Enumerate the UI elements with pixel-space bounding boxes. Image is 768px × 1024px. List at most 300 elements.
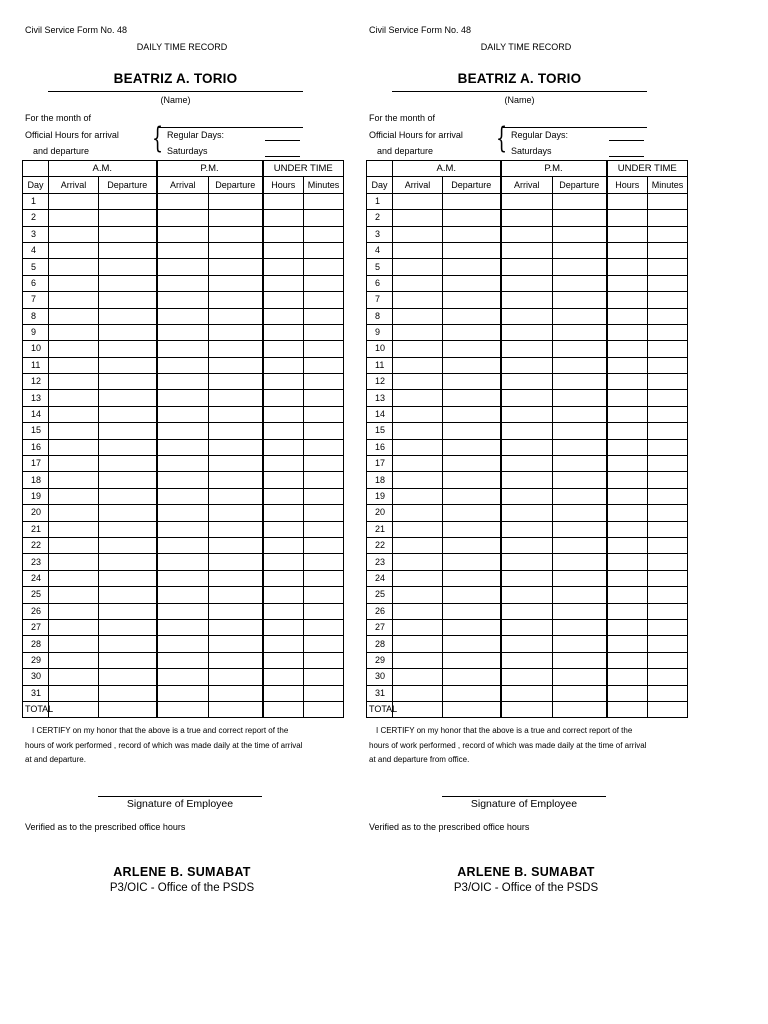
pm-arrival-cell (157, 374, 209, 390)
under-time-hours-cell (263, 554, 304, 570)
pm-departure-cell (209, 423, 263, 439)
pm-departure-cell (553, 587, 607, 603)
table-row (367, 242, 688, 258)
table-row (23, 456, 344, 472)
under-time-minutes-cell (304, 226, 344, 242)
day-number: 13 (367, 390, 393, 406)
am-arrival-cell (49, 619, 99, 635)
table-row (367, 570, 688, 586)
signature-label: Signature of Employee (470, 798, 578, 810)
official-hours-label: Official Hours for arrival (25, 130, 119, 140)
pm-arrival-cell (157, 390, 209, 406)
am-departure-cell (99, 324, 157, 340)
pm-departure-cell (553, 374, 607, 390)
pm-departure-cell (553, 521, 607, 537)
total-cell (393, 701, 443, 717)
am-arrival-cell (393, 521, 443, 537)
day-number: 5 (367, 259, 393, 275)
under-time-minutes-cell (648, 423, 688, 439)
pm-arrival-cell (501, 242, 553, 258)
pm-arrival-cell (501, 685, 553, 701)
am-departure-cell (443, 341, 501, 357)
am-departure-cell (443, 259, 501, 275)
table-row (23, 390, 344, 406)
am-departure-cell (443, 570, 501, 586)
pm-arrival-cell (501, 603, 553, 619)
pm-departure-cell (209, 374, 263, 390)
pm-departure-cell (209, 210, 263, 226)
day-number: 3 (23, 226, 49, 242)
under-time-hours-cell (607, 603, 648, 619)
total-cell (607, 701, 648, 717)
am-arrival-cell (49, 537, 99, 553)
table-row (23, 406, 344, 422)
pm-departure-cell (209, 603, 263, 619)
am-arrival-cell (49, 193, 99, 209)
table-row (367, 603, 688, 619)
am-arrival-cell (393, 242, 443, 258)
am-departure-cell (99, 505, 157, 521)
day-number: 26 (367, 603, 393, 619)
under-time-hours-cell (263, 226, 304, 242)
under-time-hours-cell (607, 259, 648, 275)
am-departure-cell (443, 390, 501, 406)
table-row (367, 505, 688, 521)
pm-departure-cell (553, 341, 607, 357)
under-time-minutes-cell (304, 423, 344, 439)
under-time-minutes-cell (648, 292, 688, 308)
pm-arrival-cell (157, 554, 209, 570)
under-time-minutes-cell (304, 193, 344, 209)
minutes-header: Minutes (304, 177, 344, 193)
pm-arrival-cell (157, 242, 209, 258)
table-row (367, 292, 688, 308)
pm-arrival-cell (157, 587, 209, 603)
pm-arrival-cell (157, 619, 209, 635)
pm-departure-cell (553, 324, 607, 340)
day-number: 6 (367, 275, 393, 291)
under-time-hours-cell (263, 341, 304, 357)
under-time-hours-cell (263, 587, 304, 603)
am-departure-cell (443, 554, 501, 570)
under-time-minutes-cell (648, 341, 688, 357)
under-time-hours-cell (607, 439, 648, 455)
am-departure-cell (99, 357, 157, 373)
under-time-minutes-cell (304, 406, 344, 422)
pm-departure-cell (209, 341, 263, 357)
day-number: 20 (367, 505, 393, 521)
table-row (367, 521, 688, 537)
am-arrival-cell (393, 226, 443, 242)
pm-departure-cell (209, 619, 263, 635)
day-header: Day (367, 177, 393, 193)
under-time-minutes-cell (304, 505, 344, 521)
day-number: 24 (23, 570, 49, 586)
table-row (367, 406, 688, 422)
pm-arrival-cell (501, 259, 553, 275)
day-number: 19 (23, 488, 49, 504)
am-departure-cell (99, 193, 157, 209)
day-number: 19 (367, 488, 393, 504)
official-position: P3/OIC - Office of the PSDS (109, 882, 255, 894)
table-row (367, 423, 688, 439)
pm-departure-cell (209, 308, 263, 324)
under-time-hours-cell (263, 406, 304, 422)
under-time-hours-cell (263, 374, 304, 390)
am-arrival-cell (49, 357, 99, 373)
am-departure-cell (443, 652, 501, 668)
am-arrival-cell (393, 390, 443, 406)
under-time-hours-cell (607, 521, 648, 537)
regular-days-line (265, 140, 300, 141)
pm-departure-cell (553, 308, 607, 324)
hours-header: Hours (263, 177, 304, 193)
pm-arrival-cell (501, 308, 553, 324)
under-time-hours-cell (263, 603, 304, 619)
certification-line-3: at and departure from office. (369, 755, 470, 764)
am-arrival-cell (393, 357, 443, 373)
am-departure-cell (443, 587, 501, 603)
am-departure-cell (443, 603, 501, 619)
pm-departure-cell (209, 275, 263, 291)
am-departure-cell (443, 210, 501, 226)
month-label: For the month of (25, 113, 92, 123)
under-time-minutes-cell (304, 570, 344, 586)
table-row (23, 259, 344, 275)
under-time-hours-cell (607, 669, 648, 685)
am-departure-cell (99, 537, 157, 553)
day-number: 12 (367, 374, 393, 390)
pm-departure-cell (553, 456, 607, 472)
pm-departure-cell (553, 685, 607, 701)
am-header: A.M. (49, 161, 157, 177)
pm-departure-cell (209, 521, 263, 537)
pm-arrival-cell (501, 587, 553, 603)
under-time-minutes-cell (648, 374, 688, 390)
pm-arrival-cell (501, 292, 553, 308)
pm-arrival-cell (157, 537, 209, 553)
am-arrival-cell (393, 554, 443, 570)
time-record-table (366, 160, 688, 718)
am-departure-cell (99, 570, 157, 586)
am-departure-cell (443, 472, 501, 488)
am-arrival-cell (393, 587, 443, 603)
month-label: For the month of (369, 113, 436, 123)
curly-brace-icon: { (496, 121, 508, 155)
pm-arrival-cell (501, 554, 553, 570)
am-departure-cell (99, 439, 157, 455)
day-number: 28 (367, 636, 393, 652)
day-number: 7 (23, 292, 49, 308)
pm-arrival-cell (501, 570, 553, 586)
table-row (23, 554, 344, 570)
am-departure-cell (443, 374, 501, 390)
under-time-minutes-cell (648, 505, 688, 521)
form-number: Civil Service Form No. 48 (369, 25, 472, 35)
under-time-minutes-cell (648, 259, 688, 275)
day-number: 14 (367, 406, 393, 422)
pm-arrival-cell (501, 341, 553, 357)
am-departure-cell (443, 619, 501, 635)
under-time-minutes-cell (304, 488, 344, 504)
pm-departure-cell (553, 488, 607, 504)
am-arrival-cell (49, 685, 99, 701)
pm-arrival-cell (501, 406, 553, 422)
under-time-hours-cell (607, 341, 648, 357)
under-time-hours-cell (263, 456, 304, 472)
under-time-hours-cell (607, 226, 648, 242)
under-time-minutes-cell (304, 390, 344, 406)
table-row (367, 259, 688, 275)
pm-arrival-cell (501, 488, 553, 504)
under-time-hours-cell (263, 390, 304, 406)
am-arrival-cell (393, 210, 443, 226)
under-time-minutes-cell (648, 619, 688, 635)
am-departure-cell (443, 226, 501, 242)
total-label: TOTAL (23, 701, 49, 717)
pm-arrival-cell (157, 275, 209, 291)
pm-departure-cell (209, 292, 263, 308)
am-departure-cell (443, 456, 501, 472)
am-departure-cell (443, 357, 501, 373)
pm-departure-header: Departure (209, 177, 263, 193)
table-row (367, 488, 688, 504)
form-title: DAILY TIME RECORD (480, 42, 572, 52)
am-arrival-cell (49, 423, 99, 439)
day-number: 27 (23, 619, 49, 635)
table-row (23, 341, 344, 357)
pm-departure-cell (553, 603, 607, 619)
pm-departure-cell (553, 505, 607, 521)
day-number: 16 (367, 439, 393, 455)
am-arrival-cell (49, 275, 99, 291)
pm-departure-cell (209, 259, 263, 275)
under-time-hours-cell (607, 275, 648, 291)
pm-arrival-cell (157, 439, 209, 455)
pm-arrival-cell (157, 505, 209, 521)
am-arrival-cell (49, 341, 99, 357)
table-row (23, 308, 344, 324)
day-number: 5 (23, 259, 49, 275)
am-departure-cell (99, 259, 157, 275)
under-time-minutes-cell (648, 669, 688, 685)
table-row (367, 341, 688, 357)
pm-departure-cell (553, 210, 607, 226)
header-blank (367, 161, 393, 177)
form-title: DAILY TIME RECORD (136, 42, 228, 52)
regular-days-label: Regular Days: (511, 130, 569, 140)
under-time-minutes-cell (304, 537, 344, 553)
under-time-hours-cell (263, 308, 304, 324)
under-time-minutes-cell (648, 456, 688, 472)
pm-arrival-cell (157, 636, 209, 652)
minutes-header: Minutes (648, 177, 688, 193)
under-time-minutes-cell (304, 456, 344, 472)
under-time-minutes-cell (304, 210, 344, 226)
day-number: 7 (367, 292, 393, 308)
am-departure-cell (99, 472, 157, 488)
pm-arrival-cell (157, 456, 209, 472)
pm-departure-cell (209, 488, 263, 504)
table-row (367, 554, 688, 570)
table-row (23, 652, 344, 668)
am-arrival-cell (393, 341, 443, 357)
saturdays-label: Saturdays (511, 146, 552, 156)
under-time-hours-cell (607, 193, 648, 209)
table-row (23, 636, 344, 652)
pm-departure-cell (209, 324, 263, 340)
pm-departure-cell (209, 357, 263, 373)
pm-departure-cell (209, 456, 263, 472)
total-cell (304, 701, 344, 717)
am-arrival-cell (393, 193, 443, 209)
am-arrival-cell (49, 390, 99, 406)
table-row (367, 210, 688, 226)
pm-arrival-cell (157, 341, 209, 357)
month-field-line (502, 127, 647, 128)
under-time-hours-cell (263, 275, 304, 291)
under-time-minutes-cell (648, 587, 688, 603)
table-row (367, 619, 688, 635)
am-arrival-cell (393, 406, 443, 422)
pm-departure-cell (209, 652, 263, 668)
day-rows (367, 193, 688, 701)
table-row (367, 357, 688, 373)
am-arrival-cell (393, 374, 443, 390)
am-arrival-cell (393, 652, 443, 668)
day-number: 2 (367, 210, 393, 226)
day-number: 23 (367, 554, 393, 570)
am-departure-cell (443, 537, 501, 553)
am-departure-cell (443, 324, 501, 340)
curly-brace-icon: { (152, 121, 164, 155)
pm-departure-cell (209, 390, 263, 406)
day-number: 15 (23, 423, 49, 439)
day-number: 10 (23, 341, 49, 357)
am-departure-cell (99, 374, 157, 390)
under-time-hours-cell (607, 537, 648, 553)
pm-departure-cell (209, 439, 263, 455)
under-time-minutes-cell (648, 406, 688, 422)
pm-arrival-cell (157, 193, 209, 209)
total-label: TOTAL (367, 701, 393, 717)
under-time-minutes-cell (648, 521, 688, 537)
am-arrival-cell (393, 423, 443, 439)
day-number: 29 (23, 652, 49, 668)
pm-arrival-cell (501, 324, 553, 340)
am-header: A.M. (393, 161, 501, 177)
table-row (367, 669, 688, 685)
pm-arrival-cell (501, 439, 553, 455)
day-number: 20 (23, 505, 49, 521)
under-time-hours-cell (263, 652, 304, 668)
table-row (367, 275, 688, 291)
am-departure-cell (443, 669, 501, 685)
table-row (23, 587, 344, 603)
am-arrival-header: Arrival (49, 177, 99, 193)
table-row (23, 537, 344, 553)
am-departure-cell (443, 423, 501, 439)
day-number: 1 (23, 193, 49, 209)
am-arrival-cell (393, 308, 443, 324)
am-arrival-cell (393, 275, 443, 291)
pm-arrival-cell (157, 521, 209, 537)
under-time-hours-cell (263, 570, 304, 586)
pm-departure-cell (209, 537, 263, 553)
official-name: ARLENE B. SUMABAT (113, 865, 251, 879)
pm-departure-cell (209, 472, 263, 488)
under-time-minutes-cell (304, 259, 344, 275)
under-time-minutes-cell (648, 193, 688, 209)
total-cell (99, 701, 157, 717)
am-departure-cell (99, 521, 157, 537)
pm-departure-cell (553, 357, 607, 373)
dtr-form-left (22, 0, 352, 900)
under-time-hours-cell (607, 242, 648, 258)
under-time-hours-cell (263, 423, 304, 439)
under-time-minutes-cell (648, 488, 688, 504)
under-time-minutes-cell (304, 652, 344, 668)
day-number: 4 (367, 242, 393, 258)
am-arrival-cell (49, 505, 99, 521)
under-time-minutes-cell (304, 521, 344, 537)
day-number: 4 (23, 242, 49, 258)
am-departure-cell (99, 423, 157, 439)
pm-arrival-cell (157, 423, 209, 439)
pm-departure-cell (209, 570, 263, 586)
day-header: Day (23, 177, 49, 193)
am-departure-cell (99, 242, 157, 258)
time-record-table (22, 160, 344, 718)
month-field-line (158, 127, 303, 128)
regular-days-line (609, 140, 644, 141)
am-departure-cell (99, 210, 157, 226)
am-departure-cell (99, 308, 157, 324)
day-number: 28 (23, 636, 49, 652)
am-departure-cell (443, 308, 501, 324)
pm-departure-cell (553, 406, 607, 422)
am-arrival-cell (49, 406, 99, 422)
signature-label: Signature of Employee (126, 798, 234, 810)
under-time-hours-cell (263, 324, 304, 340)
pm-arrival-header: Arrival (501, 177, 553, 193)
day-number: 6 (23, 275, 49, 291)
day-number: 18 (23, 472, 49, 488)
pm-departure-cell (553, 554, 607, 570)
table-row (23, 242, 344, 258)
am-departure-cell (99, 652, 157, 668)
day-number: 30 (23, 669, 49, 685)
table-row (23, 472, 344, 488)
pm-arrival-cell (157, 685, 209, 701)
certification-line-3: at and departure. (25, 755, 86, 764)
am-departure-cell (443, 685, 501, 701)
am-arrival-cell (49, 554, 99, 570)
under-time-hours-cell (263, 242, 304, 258)
pm-departure-cell (553, 193, 607, 209)
name-underline (392, 91, 647, 92)
signature-line (442, 796, 606, 797)
am-arrival-cell (393, 456, 443, 472)
am-departure-cell (99, 275, 157, 291)
am-arrival-cell (49, 374, 99, 390)
day-number: 29 (367, 652, 393, 668)
pm-arrival-cell (501, 636, 553, 652)
under-time-hours-cell (607, 292, 648, 308)
am-departure-header: Departure (443, 177, 501, 193)
under-time-minutes-cell (648, 324, 688, 340)
day-number: 3 (367, 226, 393, 242)
